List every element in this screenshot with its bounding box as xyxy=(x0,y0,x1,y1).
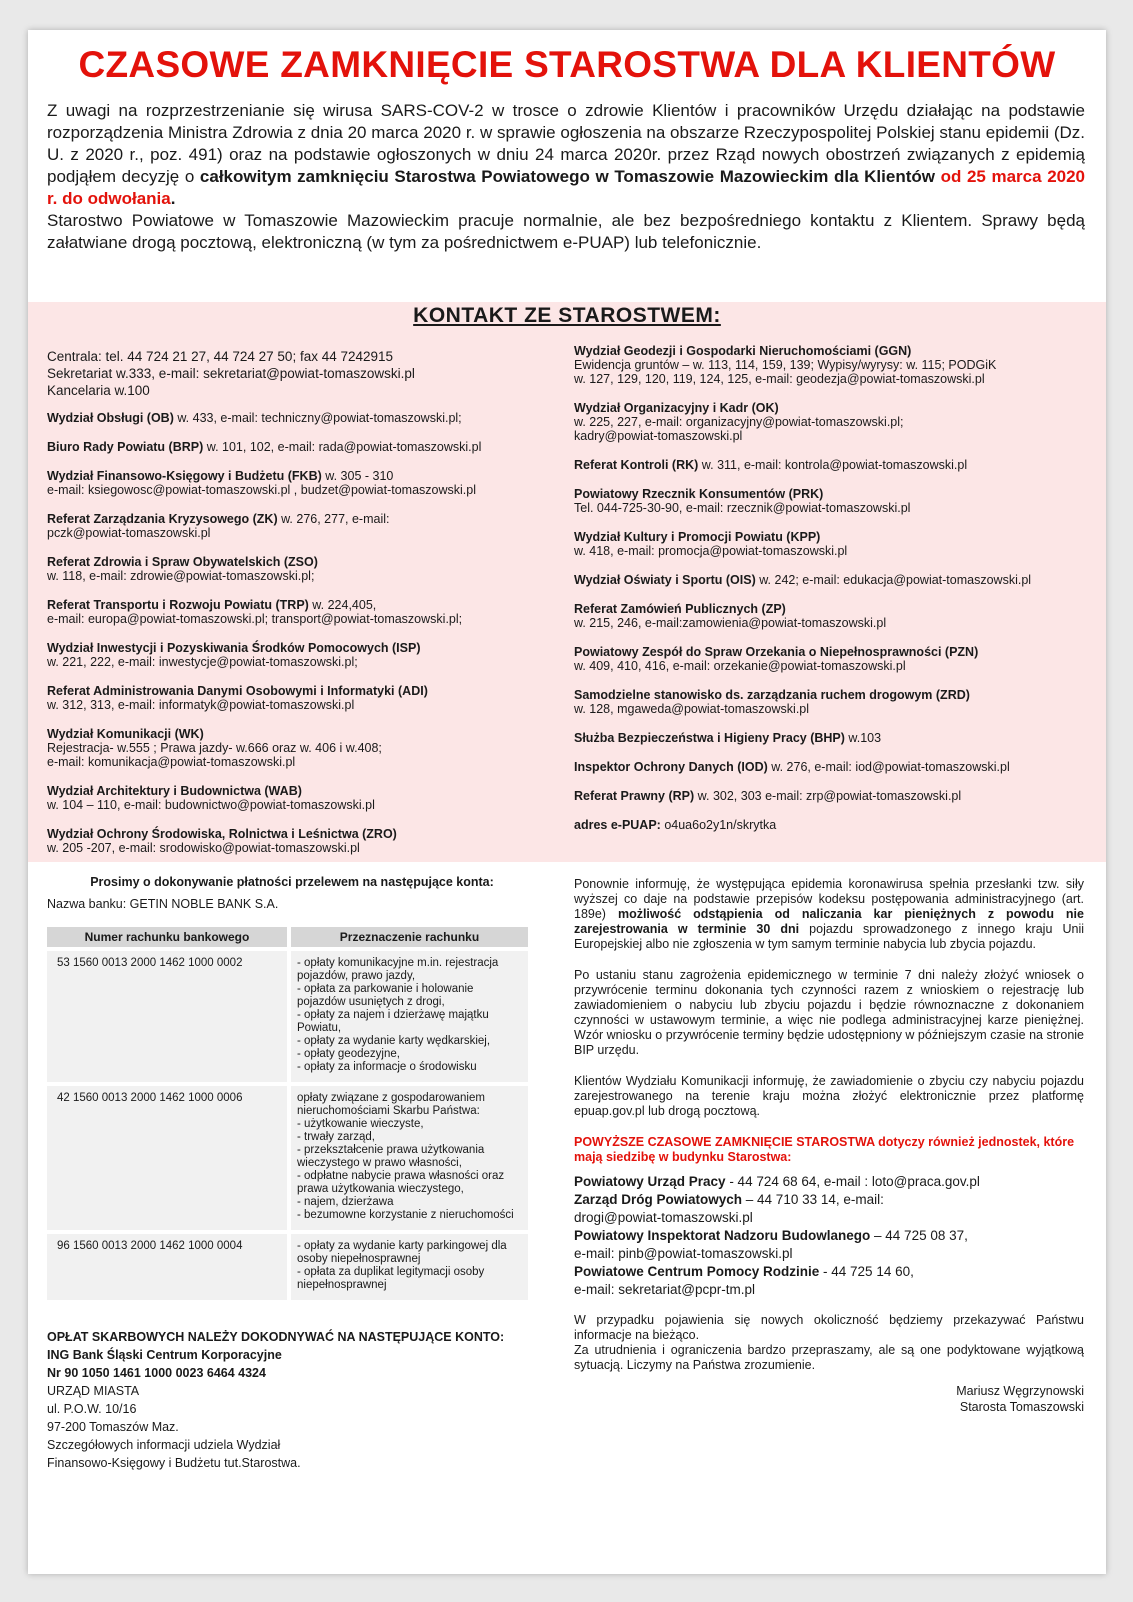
signature-title: Starosta Tomaszowski xyxy=(959,1400,1084,1414)
contact-name: Inspektor Ochrony Danych (IOD) xyxy=(574,760,768,774)
contact-name: Wydział Geodezji i Gospodarki Nieruchomościami (GGN) xyxy=(574,344,912,358)
unit-zdp-contact: – 44 710 33 14, e-mail: xyxy=(742,1192,884,1207)
account-number: 42 1560 0013 2000 1462 1000 0006 xyxy=(47,1086,287,1230)
contact-entry xyxy=(47,555,567,583)
contact-entry xyxy=(574,487,1084,515)
contact-details-line: e-mail: europa@powiat-tomaszowski.pl; transport@powiat-tomaszowski.pl; xyxy=(47,612,463,626)
intro-text xyxy=(47,100,1085,254)
signature-name: Mariusz Węgrzynowski xyxy=(956,1384,1084,1398)
contact-entry xyxy=(574,760,1084,774)
purpose-item: - opłaty geodezyjne, xyxy=(297,1048,400,1060)
purpose-item: opłaty związane z gospodarowaniem nieruchomościami Skarbu Państwa: xyxy=(297,1092,485,1117)
bank-name: Nazwa banku: GETIN NOBLE BANK S.A. xyxy=(47,897,279,911)
contact-details: w. 305 - 310 xyxy=(321,469,394,483)
contact-entry xyxy=(47,411,567,425)
info-paragraph-1 xyxy=(574,877,1084,952)
contact-name: Wydział Obsługi (OB) xyxy=(47,411,174,425)
contact-name: Wydział Inwestycji i Pozyskiwania Środków Pomocowych (ISP) xyxy=(47,641,421,655)
contact-entry xyxy=(574,530,1084,558)
purpose-item: - opłaty komunikacyjne m.in. rejestracja pojazdów, prawo jazdy, xyxy=(297,957,499,982)
table-row xyxy=(47,951,528,1082)
contact-details-line: w. 104 – 110, e-mail: budownictwo@powiat-tomaszowski.pl xyxy=(47,798,375,812)
contact-name: Samodzielne stanowisko ds. zarządzania ruchem drogowym (ZRD) xyxy=(574,688,970,702)
contact-line xyxy=(47,684,567,698)
info-p1-bold: możliwość odstąpienia od naliczania kar pieniężnych z powodu nie zarejestrowania w terminie 30 dni xyxy=(574,907,1084,936)
contact-details: o4ua6o2y1n/skrytka xyxy=(660,818,777,832)
unit-pcpr-contact: - 44 725 14 60, xyxy=(819,1264,914,1279)
fees-line3: 97-200 Tomaszów Maz. xyxy=(47,1420,179,1434)
contact-details: w. 242; e-mail: edukacja@powiat-tomaszowski.pl xyxy=(755,573,1032,587)
unit-pinb-name: Powiatowy Inspektorat Nadzoru Budowlanego xyxy=(574,1228,871,1243)
intro-p2: Starostwo Powiatowe w Tomaszowie Mazowieckim pracuje normalnie, ale bez bezpośredniego kontaktu z Klientem. Sprawy będą załatwiane drogą pocztową, elektroniczną (w tym za pośrednictwem e-PUAP) lub telefonicznie. xyxy=(47,211,1085,252)
fees-line1: URZĄD MIASTA xyxy=(47,1384,140,1398)
contact-line xyxy=(47,440,567,454)
contact-line xyxy=(574,789,1084,803)
fees-line4: Szczegółowych informacji udziela Wydział xyxy=(47,1438,281,1452)
contact-entry xyxy=(574,731,1084,745)
purpose-item: - bezumowne korzystanie z nieruchomości xyxy=(297,1209,514,1221)
contact-line xyxy=(47,555,567,569)
contact-entry xyxy=(47,641,567,669)
contact-entry xyxy=(47,827,567,855)
unit-pinb-email: e-mail: pinb@powiat-tomaszowski.pl xyxy=(574,1246,793,1261)
info-paragraph-3: Klientów Wydziału Komunikacji informuję, że zawiadomienie o zbyciu czy nabyciu pojazdu zarejestrowanego na terenie kraju można złożyć elektronicznie przez platformę epuap.gov.pl lub drogą pocztową. xyxy=(574,1074,1084,1118)
unit-zdp-email: drogi@powiat-tomaszowski.pl xyxy=(574,1210,753,1225)
contact-details-line: w. 409, 410, 416, e-mail: orzekanie@powiat-tomaszowski.pl xyxy=(574,659,906,673)
info-section xyxy=(574,877,1084,1415)
contact-entry xyxy=(47,727,567,769)
account-number: 53 1560 0013 2000 1462 1000 0002 xyxy=(47,951,287,1082)
info-paragraph-2: Po ustaniu stanu zagrożenia epidemicznego w terminie 7 dni należy złożyć wniosek o przywrócenie terminu dokonania tych czynności razem z wnioskiem o rejestrację lub zawiadomieniem o nabyciu lub zbyciu pojazdu i będzie równoznaczne z dokonaniem czynności w ustawowym terminie, a więc nie podlega administracyjnej karze pieniężnej. Wzór wniosku o przywrócenie terminy będzie udostępniony w późniejszym czasie na stronie BIP urzędu. xyxy=(574,968,1084,1057)
left-contact-list xyxy=(47,411,567,855)
accounts-table xyxy=(43,923,532,1304)
contact-name: Służba Bezpieczeństwa i Higieny Pracy (BHP) xyxy=(574,731,845,745)
contact-name: Powiatowy Zespół do Spraw Orzekania o Niepełnosprawności (PZN) xyxy=(574,645,979,659)
contact-line xyxy=(47,469,567,483)
contact-entry xyxy=(47,598,567,626)
purpose-item: - opłaty za informacje o środowisku xyxy=(297,1061,477,1073)
contact-details-line: e-mail: ksiegowosc@powiat-tomaszowski.pl , budzet@powiat-tomaszowski.pl xyxy=(47,483,477,497)
contact-details-line: w. 205 -207, e-mail: srodowisko@powiat-tomaszowski.pl xyxy=(47,841,360,855)
contact-line xyxy=(47,641,567,655)
contact-name: Powiatowy Rzecznik Konsumentów (PRK) xyxy=(574,487,824,501)
central-secretariat: Sekretariat w.333, e-mail: sekretariat@powiat-tomaszowski.pl xyxy=(47,366,415,381)
table-row xyxy=(47,1086,528,1230)
contact-details-line: Rejestracja- w.555 ; Prawa jazdy- w.666 oraz w. 406 i w.408; xyxy=(47,741,382,755)
contact-details: w. 224,405, xyxy=(308,598,377,612)
contact-entry xyxy=(574,344,1084,386)
contact-details-line: w. 215, 246, e-mail:zamowienia@powiat-tomaszowski.pl xyxy=(574,616,887,630)
info-paragraph-5: Za utrudnienia i ograniczenia bardzo przepraszamy, ale są one podyktowane wyjątkową sytuacją. Liczymy na Państwa zrozumienie. xyxy=(574,1343,1084,1372)
central-contact xyxy=(47,348,567,399)
info-paragraph-4: W przypadku pojawienia się nowych okoliczność będziemy przekazywać Państwu informacje na bieżąco. xyxy=(574,1313,1084,1342)
contact-entry xyxy=(47,784,567,812)
contact-entry xyxy=(574,688,1084,716)
contact-line xyxy=(574,458,1084,472)
contact-details-line: w. 221, 222, e-mail: inwestycje@powiat-tomaszowski.pl; xyxy=(47,655,358,669)
contact-entry xyxy=(47,684,567,712)
unit-zdp xyxy=(574,1191,1084,1209)
contact-details-line: w. 127, 129, 120, 119, 124, 125, e-mail: geodezja@powiat-tomaszowski.pl xyxy=(574,372,985,386)
contact-heading: KONTAKT ZE STAROSTWEM: xyxy=(413,304,721,327)
contact-line xyxy=(47,727,567,741)
purpose-item: - trwały zarząd, xyxy=(297,1131,375,1143)
contact-name: adres e-PUAP: xyxy=(574,818,661,832)
contact-details-line: w. 418, e-mail: promocja@powiat-tomaszowski.pl xyxy=(574,544,848,558)
contact-details: w. 433, e-mail: techniczny@powiat-tomaszowski.pl; xyxy=(173,411,462,425)
contact-details-line: w. 225, 227, e-mail: organizacyjny@powiat-tomaszowski.pl; xyxy=(574,415,904,429)
account-purpose xyxy=(291,1086,528,1230)
intro-p1-bold: całkowitym zamknięciu Starostwa Powiatowego w Tomaszowie Mazowieckim dla Klientów xyxy=(199,167,935,186)
right-contact-list xyxy=(574,344,1084,832)
central-phone: Centrala: tel. 44 724 21 27, 44 724 27 50; fax 44 7242915 xyxy=(47,349,394,364)
contact-details-line: kadry@powiat-tomaszowski.pl xyxy=(574,429,743,443)
account-purpose xyxy=(291,951,528,1082)
fees-section xyxy=(47,1328,537,1472)
fees-line2: ul. P.O.W. 10/16 xyxy=(47,1402,137,1416)
contact-name: Wydział Architektury i Budownictwa (WAB) xyxy=(47,784,302,798)
contact-name: Referat Zamówień Publicznych (ZP) xyxy=(574,602,786,616)
purpose-item: - odpłatne nabycie prawa własności oraz prawa użytkowania wieczystego, xyxy=(297,1170,505,1195)
account-number-header: Numer rachunku bankowego xyxy=(47,927,287,947)
intro-p1: Z uwagi na rozprzestrzenianie się wirusa SARS-COV-2 w trosce o zdrowie Klientów i pracowników Urzędu działając na podstawie rozporządzenia Ministra Zdrowia z dnia 20 marca 2020 r. w sprawie ogłoszenia na obszarze Rzeczypospolitej Polskiej stanu epidemii (Dz. U. z 2020 r., poz. 491) oraz na podstawie ogłoszonych w dniu 24 marca 2020r. przez Rząd nowych obostrzeń związanych z epidemią podjąłem decyzję o xyxy=(47,101,1085,186)
contact-line xyxy=(574,760,1084,774)
contact-entry xyxy=(47,440,567,454)
fees-heading: OPŁAT SKARBOWYCH NALEŻY DOKODNYWAĆ NA NASTĘPUJĄCE KONTO: xyxy=(47,1330,505,1344)
contact-name: Referat Transportu i Rozwoju Powiatu (TRP) xyxy=(47,598,309,612)
contact-entry xyxy=(574,645,1084,673)
unit-pcpr-email: e-mail: sekretariat@pcpr-tm.pl xyxy=(574,1282,755,1297)
contact-details-line: Ewidencja gruntów – w. 113, 114, 159, 139; Wypisy/wyrysy: w. 115; PODGiK xyxy=(574,358,997,372)
account-purpose-header: Przeznaczenie rachunku xyxy=(291,927,528,947)
contact-name: Referat Prawny (RP) xyxy=(574,789,695,803)
units-list xyxy=(574,1173,1084,1299)
purpose-item: - opłata za parkowanie i holowanie pojazdów usuniętych z drogi, xyxy=(297,983,474,1008)
contact-line xyxy=(574,602,1084,616)
contact-details-line: Tel. 044-725-30-90, e-mail: rzecznik@powiat-tomaszowski.pl xyxy=(574,501,911,515)
accounts-body xyxy=(47,951,528,1300)
contacts-left-column xyxy=(47,348,567,870)
contact-details-line: e-mail: komunikacja@powiat-tomaszowski.pl xyxy=(47,755,296,769)
closure-units-heading: POWYŻSZE CZASOWE ZAMKNIĘCIE STAROSTWA dotyczy również jednostek, które mają siedzibę w budynku Starostwa: xyxy=(574,1135,1075,1164)
contact-entry xyxy=(47,469,567,497)
purpose-item: - opłata za duplikat legitymacji osoby niepełnosprawnej xyxy=(297,1266,485,1291)
contact-name: Wydział Ochrony Środowiska, Rolnictwa i Leśnictwa (ZRO) xyxy=(47,827,397,841)
purpose-item: - przekształcenie prawa użytkowania wieczystego w prawo własności, xyxy=(297,1144,485,1169)
table-row xyxy=(47,1234,528,1300)
payments-heading: Prosimy o dokonywanie płatności przelewem na następujące konta: xyxy=(90,875,494,889)
contact-line xyxy=(574,818,1084,832)
contact-details: w. 311, e-mail: kontrola@powiat-tomaszowski.pl xyxy=(698,458,968,472)
contact-line xyxy=(574,530,1084,544)
contact-line xyxy=(47,411,567,425)
contact-name: Referat Kontroli (RK) xyxy=(574,458,699,472)
purpose-item: - użytkowanie wieczyste, xyxy=(297,1118,424,1130)
contact-line xyxy=(574,731,1084,745)
contact-line xyxy=(574,487,1084,501)
unit-pcpr-name: Powiatowe Centrum Pomocy Rodzinie xyxy=(574,1264,820,1279)
central-office: Kancelaria w.100 xyxy=(47,383,150,398)
contact-name: Wydział Oświaty i Sportu (OIS) xyxy=(574,573,756,587)
accounts-header-row xyxy=(47,927,528,947)
contact-entry xyxy=(574,401,1084,443)
info-p1-end: pojazdu sprowadzonego z innego kraju Unii Europejskiej albo nie zgłoszenia w tym samym terminie nabycia lub zbycia pojazdu. xyxy=(574,922,1084,951)
contact-line xyxy=(574,401,1084,415)
purpose-item: - najem, dzierżawa xyxy=(297,1196,394,1208)
unit-pup-contact: - 44 724 68 64, e-mail : loto@praca.gov.pl xyxy=(725,1174,980,1189)
contact-line xyxy=(574,344,1084,358)
contact-details: w. 276, 277, e-mail: xyxy=(277,512,390,526)
contact-details: w. 101, 102, e-mail: rada@powiat-tomaszowski.pl xyxy=(203,440,482,454)
unit-pcpr xyxy=(574,1263,1084,1281)
contact-line xyxy=(47,784,567,798)
contact-entry xyxy=(574,818,1084,832)
signature xyxy=(574,1383,1084,1415)
contact-name: Referat Zdrowia i Spraw Obywatelskich (ZSO) xyxy=(47,555,318,569)
purpose-item: - opłaty za wydanie karty wędkarskiej, xyxy=(297,1035,491,1047)
contact-name: Wydział Komunikacji (WK) xyxy=(47,727,204,741)
contact-entry xyxy=(574,602,1084,630)
notice-sheet xyxy=(28,30,1106,1574)
contact-line xyxy=(47,512,567,526)
fees-account: Nr 90 1050 1461 1000 0023 6464 4324 xyxy=(47,1366,266,1380)
payments-section xyxy=(47,875,537,1472)
contact-details: w.103 xyxy=(844,731,882,745)
info-p1-start: Ponownie informuję, że występująca epidemia koronawirusa spełnia przesłanki tzw. siły wyższej co daje na podstawie przepisów kodeksu postępowania administracyjnego (art. 189e) xyxy=(574,877,1084,921)
contact-details-line: w. 128, mgaweda@powiat-tomaszowski.pl xyxy=(574,702,810,716)
contact-details-line: w. 118, e-mail: zdrowie@powiat-tomaszowski.pl; xyxy=(47,569,315,583)
contact-entry xyxy=(574,458,1084,472)
contact-line xyxy=(574,645,1084,659)
contact-name: Biuro Rady Powiatu (BRP) xyxy=(47,440,204,454)
contact-details-line: w. 312, 313, e-mail: informatyk@powiat-tomaszowski.pl xyxy=(47,698,355,712)
contact-line xyxy=(574,573,1084,587)
unit-zdp-name: Zarząd Dróg Powiatowych xyxy=(574,1192,743,1207)
unit-pinb xyxy=(574,1227,1084,1245)
purpose-item: - opłaty za najem i dzierżawę majątku Powiatu, xyxy=(297,1009,489,1034)
unit-pup-name: Powiatowy Urząd Pracy xyxy=(574,1174,726,1189)
contact-name: Wydział Finansowo-Księgowy i Budżetu (FKB) xyxy=(47,469,322,483)
account-purpose xyxy=(291,1234,528,1300)
contact-line xyxy=(47,598,567,612)
contact-entry xyxy=(574,789,1084,803)
unit-pinb-contact: – 44 725 08 37, xyxy=(870,1228,968,1243)
intro-p1-end: . xyxy=(170,189,176,208)
contact-details: w. 276, e-mail: iod@powiat-tomaszowski.pl xyxy=(767,760,1010,774)
intro-p1-date: od 25 marca 2020 r. do odwołania xyxy=(47,167,1086,208)
contact-entry xyxy=(47,512,567,540)
unit-pup xyxy=(574,1173,1084,1191)
fees-bank: ING Bank Śląski Centrum Korporacyjne xyxy=(47,1348,282,1362)
contact-name: Wydział Kultury i Promocji Powiatu (KPP) xyxy=(574,530,821,544)
contact-line xyxy=(574,688,1084,702)
purpose-item: - opłaty za wydanie karty parkingowej dla osoby niepełnosprawnej xyxy=(297,1240,507,1265)
contact-details-line: pczk@powiat-tomaszowski.pl xyxy=(47,526,211,540)
contact-name: Referat Administrowania Danymi Osobowymi i Informatyki (ADI) xyxy=(47,684,428,698)
contact-name: Wydział Organizacyjny i Kadr (OK) xyxy=(574,401,779,415)
page-title: CZASOWE ZAMKNIĘCIE STAROSTWA DLA KLIENTÓW xyxy=(78,44,1056,85)
contact-name: Referat Zarządzania Kryzysowego (ZK) xyxy=(47,512,278,526)
contacts-right-column xyxy=(574,344,1084,847)
account-number: 96 1560 0013 2000 1462 1000 0004 xyxy=(47,1234,287,1300)
contact-entry xyxy=(574,573,1084,587)
contact-line xyxy=(47,827,567,841)
fees-line5: Finansowo-Księgowy i Budżetu tut.Starostwa. xyxy=(47,1456,301,1470)
contact-details: w. 302, 303 e-mail: zrp@powiat-tomaszowski.pl xyxy=(694,789,962,803)
